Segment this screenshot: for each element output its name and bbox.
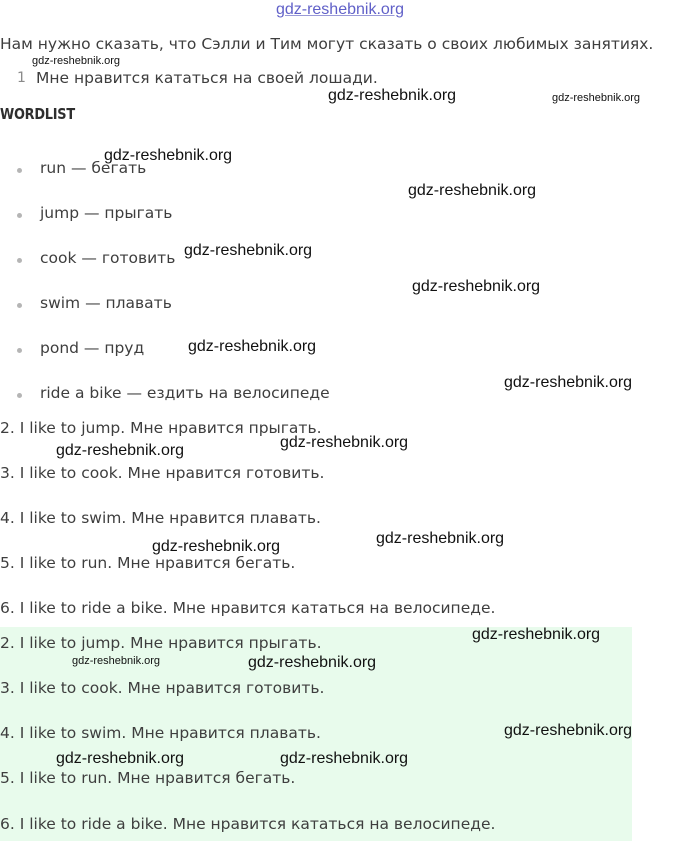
bullet-icon bbox=[17, 393, 22, 398]
item-text: Мне нравится кататься на своей лошади. bbox=[36, 69, 378, 87]
wordlist-title: WORDLIST bbox=[0, 105, 75, 123]
bullet-icon bbox=[17, 348, 22, 353]
wordlist-item-text: swim — плавать bbox=[40, 294, 172, 312]
watermark: gdz-reshebnik.org bbox=[56, 750, 185, 767]
sentence: 3. I like to cook. Мне нравится готовить. bbox=[0, 464, 325, 482]
sentence: 2. I like to jump. Мне нравится прыгать. bbox=[0, 419, 322, 437]
watermark: gdz-reshebnik.org bbox=[412, 278, 541, 295]
bullet-icon bbox=[17, 168, 22, 173]
watermark: gdz-reshebnik.org bbox=[552, 92, 641, 104]
watermark: gdz-reshebnik.org bbox=[472, 626, 601, 643]
wordlist-item-text: ride a bike — ездить на велосипеде bbox=[40, 384, 330, 402]
watermark: gdz-reshebnik.org bbox=[280, 434, 409, 451]
watermark: gdz-reshebnik.org bbox=[408, 182, 537, 199]
bullet-icon bbox=[17, 213, 22, 218]
watermark: gdz-reshebnik.org bbox=[328, 87, 457, 104]
watermark: gdz-reshebnik.org bbox=[280, 750, 409, 767]
answer-sentence: 3. I like to cook. Мне нравится готовить. bbox=[0, 679, 325, 697]
site-header-link[interactable]: gdz-reshebnik.org bbox=[275, 1, 405, 18]
sentence: 4. I like to swim. Мне нравится плавать. bbox=[0, 509, 321, 527]
sentence: 5. I like to run. Мне нравится бегать. bbox=[0, 554, 296, 572]
item-number: 1 bbox=[17, 70, 26, 86]
watermark: gdz-reshebnik.org bbox=[56, 442, 185, 459]
watermark: gdz-reshebnik.org bbox=[504, 374, 633, 391]
watermark: gdz-reshebnik.org bbox=[248, 654, 377, 671]
wordlist-item-text: run — бегать bbox=[40, 159, 147, 177]
wordlist-item-text: pond — пруд bbox=[40, 339, 145, 357]
answer-sentence: 5. I like to run. Мне нравится бегать. bbox=[0, 769, 296, 787]
wordlist-item-text: cook — готовить bbox=[40, 249, 176, 267]
answer-sentence: 4. I like to swim. Мне нравится плавать. bbox=[0, 724, 321, 742]
answer-sentence: 2. I like to jump. Мне нравится прыгать. bbox=[0, 634, 322, 652]
answer-sentence: 6. I like to ride a bike. Мне нравится кататься на велосипеде. bbox=[0, 815, 496, 833]
watermark: gdz-reshebnik.org bbox=[104, 147, 233, 164]
watermark: gdz-reshebnik.org bbox=[504, 722, 633, 739]
watermark: gdz-reshebnik.org bbox=[376, 530, 505, 547]
task-intro: Нам нужно сказать, что Сэлли и Тим могут сказать о своих любимых занятиях. bbox=[0, 35, 654, 53]
sentence: 6. I like to ride a bike. Мне нравится кататься на велосипеде. bbox=[0, 599, 496, 617]
wordlist-item-text: jump — прыгать bbox=[40, 204, 173, 222]
watermark: gdz-reshebnik.org bbox=[72, 655, 161, 667]
watermark: gdz-reshebnik.org bbox=[188, 338, 317, 355]
bullet-icon bbox=[17, 258, 22, 263]
watermark: gdz-reshebnik.org bbox=[152, 538, 281, 555]
watermark: gdz-reshebnik.org bbox=[184, 242, 313, 259]
bullet-icon bbox=[17, 303, 22, 308]
watermark: gdz-reshebnik.org bbox=[32, 55, 121, 67]
